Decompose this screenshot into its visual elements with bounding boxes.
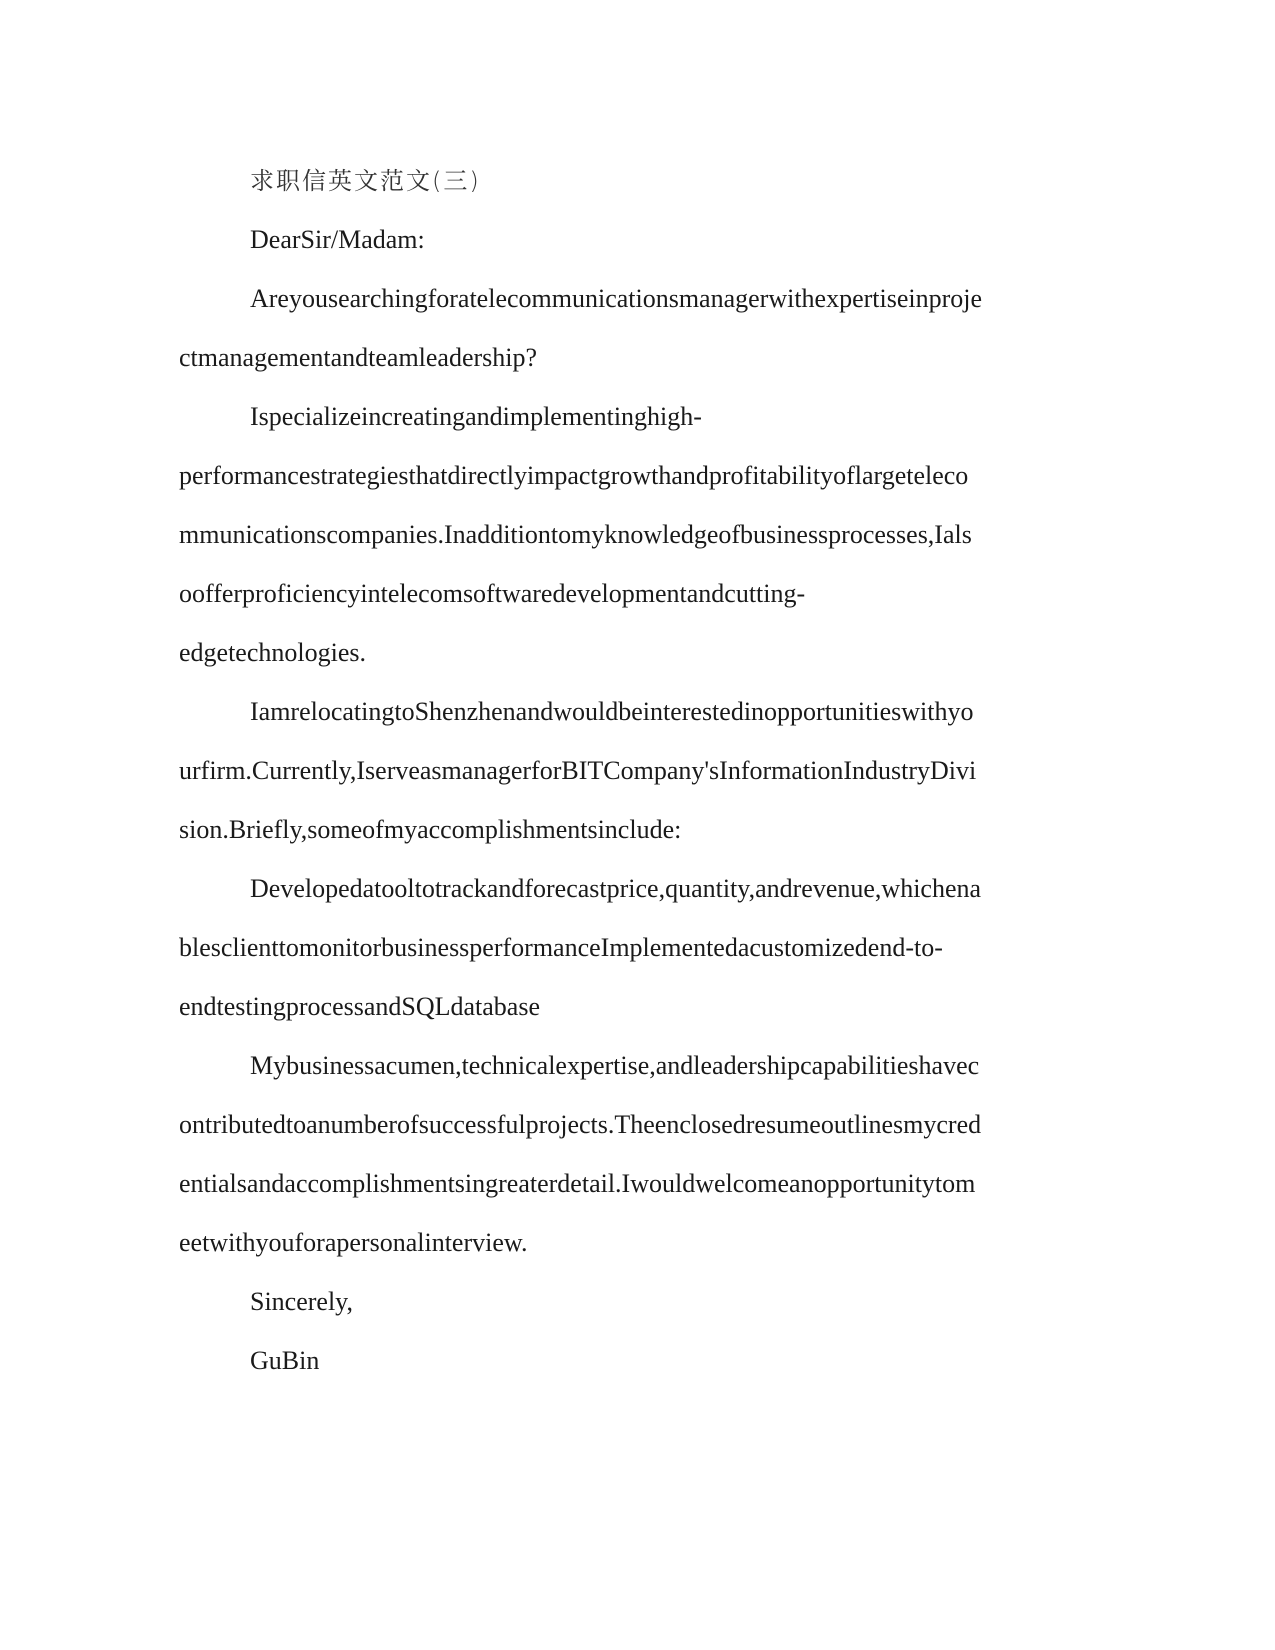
- paragraph-relocation-line: sion.Briefly,someofmyaccomplishmentsinclude:: [179, 815, 682, 844]
- document-title: 求职信英文范文(三): [250, 167, 481, 195]
- signoff: Sincerely,: [250, 1287, 353, 1316]
- paragraph-relocation-line: urfirm.Currently,IserveasmanagerforBITCompany'sInformationIndustryDivi: [179, 756, 977, 785]
- paragraph-closing-line: entialsandaccomplishmentsingreaterdetail.Iwouldwelcomeanopportunitytom: [179, 1169, 976, 1198]
- paragraph-specialization-line: performancestrategiesthatdirectlyimpactgrowthandprofitabilityoflargeteleco: [179, 461, 969, 490]
- paragraph-intro-line: Areyousearchingforatelecommunicationsmanagerwithexpertiseinproje: [250, 284, 983, 313]
- paragraph-closing-line: eetwithyouforapersonalinterview.: [179, 1228, 528, 1257]
- paragraph-specialization-line: oofferproficiencyintelecomsoftwaredevelopmentandcutting-: [179, 579, 806, 608]
- paragraph-accomplishments-line: endtestingprocessandSQLdatabase: [179, 992, 541, 1021]
- paragraph-intro-line: ctmanagementandteamleadership?: [179, 343, 538, 372]
- paragraph-accomplishments-line: blesclienttomonitorbusinessperformanceImplementedacustomizedend-to-: [179, 933, 943, 962]
- paragraph-relocation-line: IamrelocatingtoShenzhenandwouldbeinterestedinopportunitieswithyo: [250, 697, 974, 726]
- paragraph-closing-line: Mybusinessacumen,technicalexpertise,andleadershipcapabilitieshavec: [250, 1051, 980, 1080]
- signature: GuBin: [250, 1346, 320, 1375]
- paragraph-specialization-line: mmunicationscompanies.Inadditiontomyknowledgeofbusinessprocesses,Ials: [179, 520, 972, 549]
- paragraph-accomplishments-line: Developedatooltotrackandforecastprice,quantity,andrevenue,whichena: [250, 874, 982, 903]
- paragraph-specialization-line: edgetechnologies.: [179, 638, 366, 667]
- paragraph-specialization-line: Ispecializeincreatingandimplementinghigh-: [250, 402, 702, 431]
- salutation: DearSir/Madam:: [250, 225, 425, 254]
- paragraph-closing-line: ontributedtoanumberofsuccessfulprojects.Theenclosedresumeoutlinesmycred: [179, 1110, 982, 1139]
